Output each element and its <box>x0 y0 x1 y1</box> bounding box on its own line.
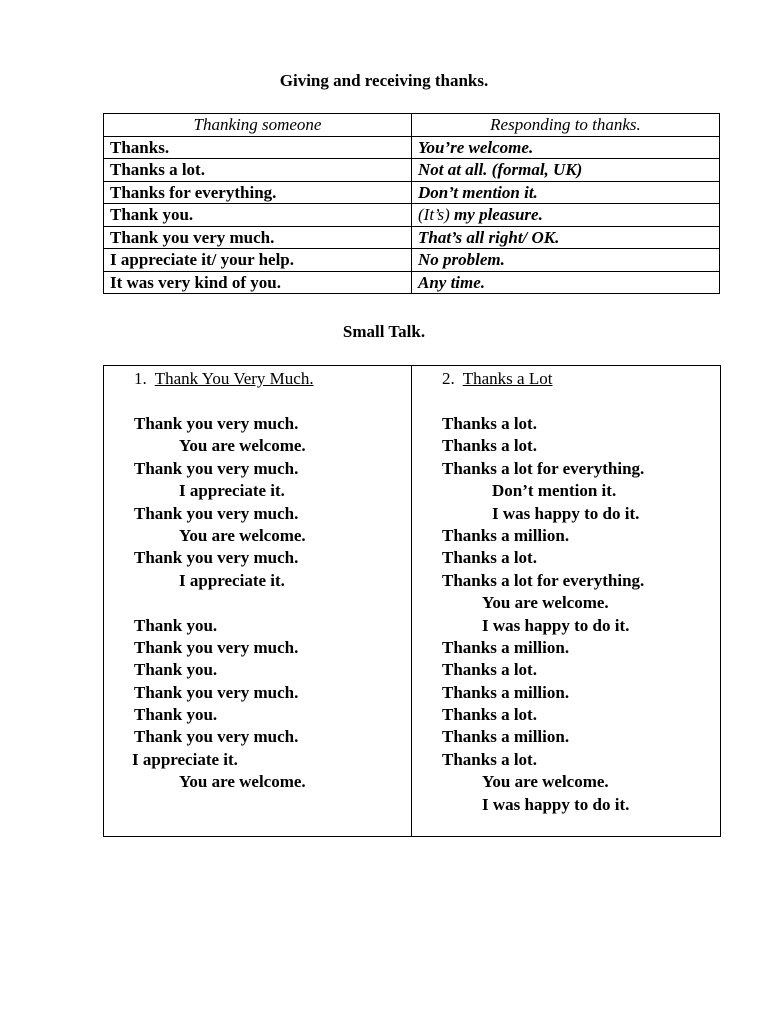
response-cell: Not at all. (formal, UK) <box>412 159 720 182</box>
dialogue-heading <box>134 369 314 389</box>
dialogue-line: Thanks a lot for everything. <box>442 458 645 478</box>
thanking-cell: Thanks a lot. <box>104 159 412 182</box>
dialogue-line: Thank you. <box>134 615 218 635</box>
dialogue-line: Thank you very much. <box>134 458 299 478</box>
dialogue-line: Thanks a million. <box>442 727 570 747</box>
column-header: Responding to thanks. <box>412 114 720 137</box>
dialogue-number: 2. <box>442 369 455 388</box>
table-row <box>104 271 720 294</box>
dialogue-lines <box>134 413 306 794</box>
dialogue-gap <box>134 592 306 614</box>
page-title: Giving and receiving thanks. <box>279 71 489 90</box>
dialogue-line: Thank you very much. <box>134 414 299 433</box>
thanks-table <box>103 113 720 294</box>
dialogue-line: Thanks a million. <box>442 525 570 545</box>
dialogue-line: I appreciate it. <box>132 749 238 769</box>
table-row <box>104 226 720 249</box>
dialogue-line: You are welcome. <box>482 772 609 792</box>
response-cell <box>412 204 720 227</box>
section-title: Small Talk. <box>342 322 426 341</box>
response-cell: Any time. <box>412 271 720 294</box>
thanking-cell: It was very kind of you. <box>104 271 412 294</box>
dialogue-number: 1. <box>134 369 147 388</box>
response-cell: That’s all right/ OK. <box>412 226 720 249</box>
dialogue-column-1 <box>104 366 412 836</box>
dialogue-line: Thank you very much. <box>134 548 299 568</box>
dialogue-title: Thank You Very Much. <box>154 369 314 388</box>
table-row <box>104 159 720 182</box>
dialogue-line: I was happy to do it. <box>482 794 630 814</box>
dialogue-line: You are welcome. <box>482 593 609 613</box>
table-header-row <box>104 114 720 137</box>
dialogue-line: Thanks a lot. <box>442 660 537 680</box>
thanking-cell: Thank you very much. <box>104 226 412 249</box>
dialogue-line: You are welcome. <box>179 772 306 792</box>
thanking-cell: Thanks. <box>104 136 412 159</box>
dialogue-line: I was happy to do it. <box>492 503 640 523</box>
dialogue-title: Thanks a Lot <box>462 369 553 388</box>
dialogue-line: I appreciate it. <box>179 481 285 501</box>
table-row <box>104 204 720 227</box>
dialogue-line: I was happy to do it. <box>482 615 630 635</box>
dialogue-line: Thank you very much. <box>134 503 299 523</box>
response-cell: You’re welcome. <box>412 136 720 159</box>
dialogue-line: You are welcome. <box>179 436 306 456</box>
table-row <box>104 249 720 272</box>
dialogue-line: Thank you very much. <box>134 637 299 657</box>
table-row <box>104 181 720 204</box>
dialogue-line: Thank you. <box>134 705 218 725</box>
dialogue-line: Thanks a lot. <box>442 414 537 433</box>
dialogue-column-2 <box>412 366 720 836</box>
table-row <box>104 136 720 159</box>
thanking-cell: Thanks for everything. <box>104 181 412 204</box>
response-text: my pleasure. <box>454 205 543 225</box>
dialogue-line: You are welcome. <box>179 525 306 545</box>
response-cell: Don’t mention it. <box>412 181 720 204</box>
dialogue-line: Thank you. <box>134 660 218 680</box>
response-prefix: (It’s) <box>418 205 450 225</box>
thanking-cell: Thank you. <box>104 204 412 227</box>
dialogue-line: Thanks a lot. <box>442 705 537 725</box>
dialogue-lines <box>442 413 644 816</box>
response-cell: No problem. <box>412 249 720 272</box>
small-talk-box <box>103 365 721 837</box>
dialogue-heading <box>442 369 552 389</box>
thanking-cell: I appreciate it/ your help. <box>104 249 412 272</box>
column-header: Thanking someone <box>104 114 412 137</box>
dialogue-line: Don’t mention it. <box>492 481 617 501</box>
dialogue-line: Thanks a lot. <box>442 548 537 568</box>
dialogue-line: Thanks a lot. <box>442 436 537 456</box>
dialogue-line: Thank you very much. <box>134 727 299 747</box>
dialogue-line: Thank you very much. <box>134 682 299 702</box>
dialogue-line: Thanks a lot. <box>442 749 537 769</box>
dialogue-line: Thanks a lot for everything. <box>442 570 645 590</box>
dialogue-line: I appreciate it. <box>179 570 285 590</box>
dialogue-line: Thanks a million. <box>442 637 570 657</box>
dialogue-line: Thanks a million. <box>442 682 570 702</box>
